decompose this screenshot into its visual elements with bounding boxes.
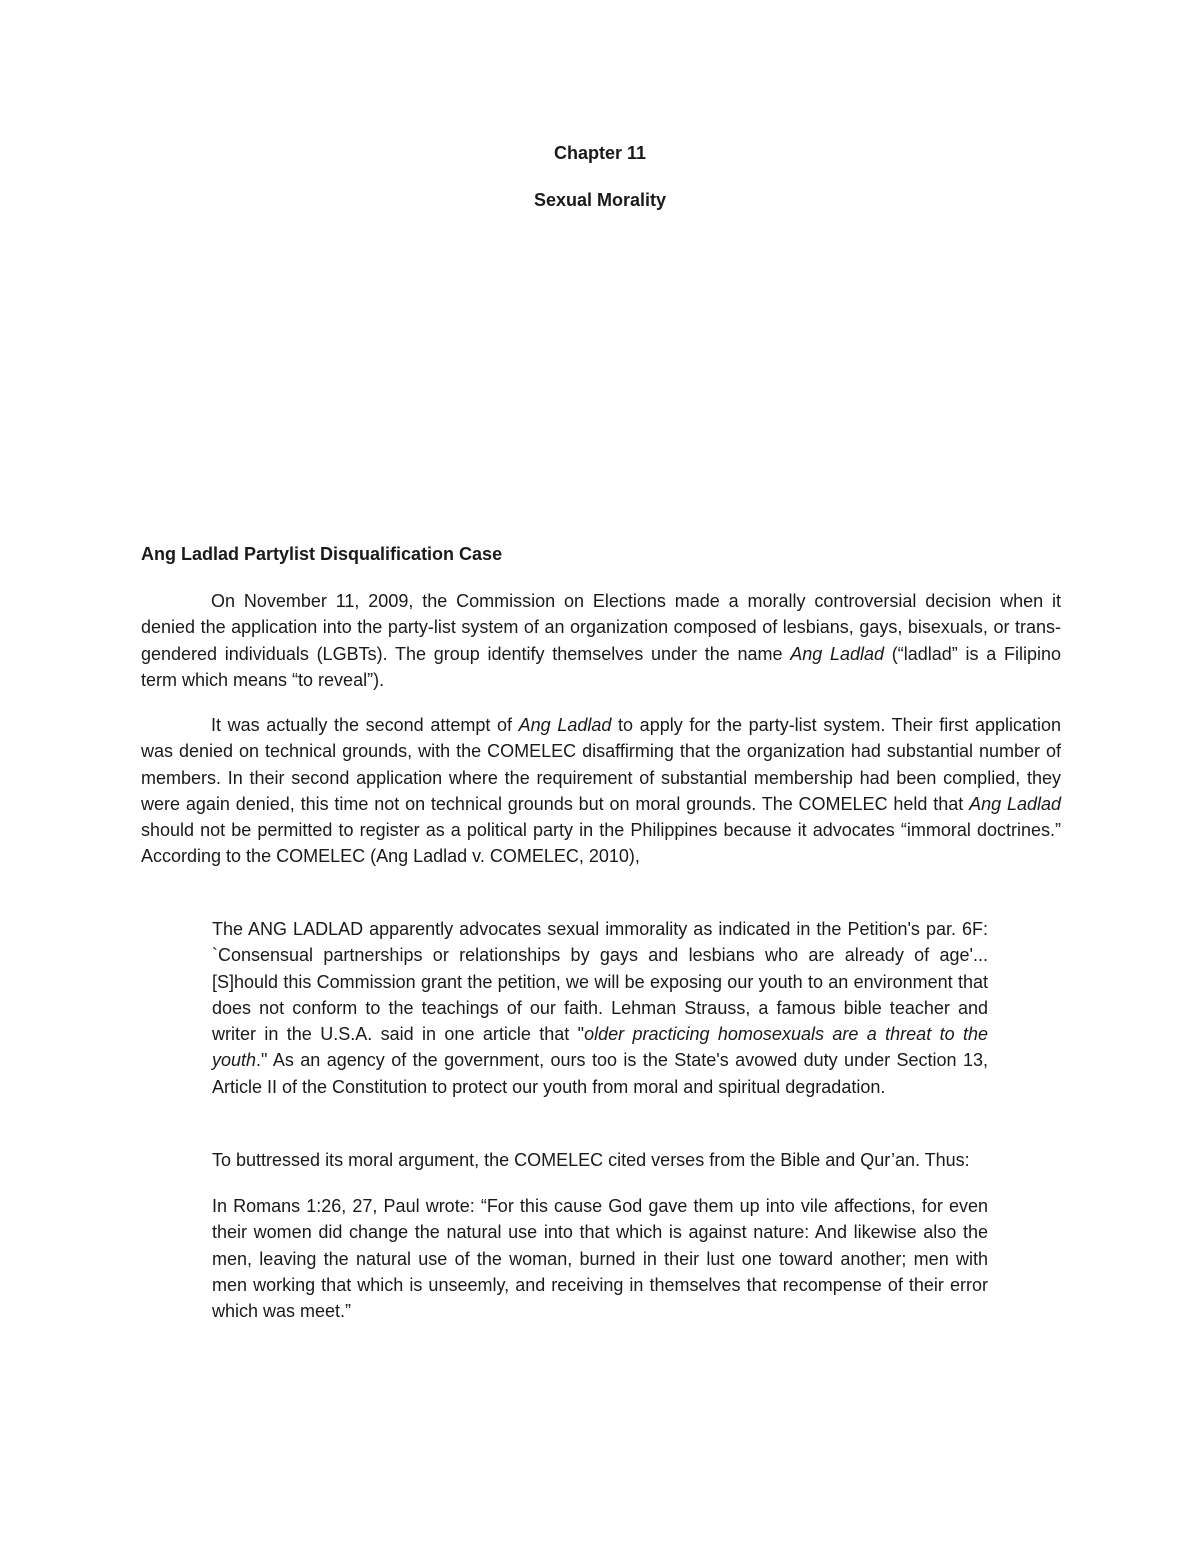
block-quote-intro: To buttressed its moral argument, the COMELEC cited verses from the Bible and Qur’an. Thus: bbox=[212, 1150, 970, 1170]
paragraph-2-italic-name-2: Ang Ladlad bbox=[969, 793, 1061, 814]
paragraph-1-italic-name: Ang Ladlad bbox=[790, 643, 885, 664]
block-quote-comelec bbox=[212, 916, 988, 1100]
paragraph-1 bbox=[141, 588, 1061, 693]
block-quote-text-a: The ANG LADLAD apparently advocates sexual immorality as indicated in the Petition's par. 6F: `Consensual partnerships or relationships by gays and lesbians who are already of age'... [S]hould this Commission grant the petition, we will be exposing our youth to an environment that does not conform to the teachings of our faith. Lehman Strauss, a famous bible teacher and writer in the U.S.A. said in one article that " bbox=[212, 919, 988, 1045]
block-quote-text-c: ." As an agency of the government, ours too is the State's avowed duty under Section 13, Article II of the Constitution to protect our youth from moral and spiritual degradation. bbox=[212, 1050, 988, 1097]
chapter-subtitle: Sexual Morality bbox=[533, 190, 667, 210]
paragraph-2-text-e: should not be permitted to register as a political party in the Philippines because it advocates “immoral doctrines.” According to the COMELEC (Ang Ladlad v. COMELEC, 2010), bbox=[141, 820, 1061, 867]
paragraph-2-text-a: It was actually the second attempt of bbox=[211, 715, 519, 735]
section-heading: Ang Ladlad Partylist Disqualification Case bbox=[141, 544, 503, 564]
paragraph-1-text-a: On November 11, 2009, the Commission on Elections made a morally controversial decision when it denied the application into the party-list system of an organization composed of lesbians, gays, bisexuals, or trans-gendered individuals (LGBTs). The group identify themselves under the name bbox=[141, 591, 1061, 664]
block-quote-italic: older practicing homosexuals are a threat to the youth bbox=[212, 1024, 989, 1071]
paragraph-2-text-c: to apply for the party-list system. Their first application was denied on technical grounds, with the COMELEC disaffirming that the organization had substantial number of members. In their second application where the requirement of substantial membership had been complied, they were again denied, this time not on technical grounds but on moral grounds. The COMELEC held that bbox=[141, 715, 1062, 814]
block-quote-romans: In Romans 1:26, 27, Paul wrote: “For this cause God gave them up into vile affections, for even their women did change the natural use into that which is against nature: And likewise also the men, leaving the natural use of the woman, burned in their lust one toward another; men with men working that which is unseemly, and receiving in themselves that recompense of their error which was meet.” bbox=[212, 1196, 988, 1322]
paragraph-2-italic-name-1: Ang Ladlad bbox=[518, 715, 612, 735]
paragraph-2 bbox=[141, 712, 1061, 870]
chapter-title: Chapter 11 bbox=[553, 143, 647, 163]
paragraph-1-text-c: (“ladlad” is a Filipino term which means “to reveal”). bbox=[141, 643, 1061, 690]
